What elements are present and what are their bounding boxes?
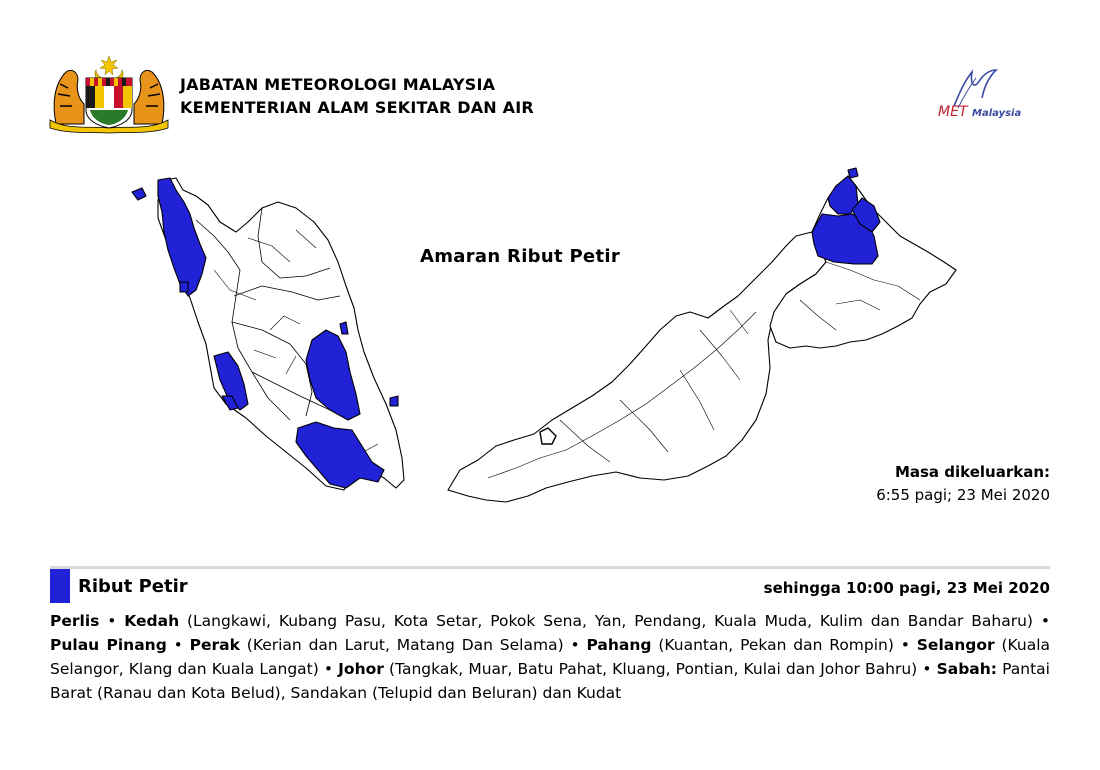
legend-label: Ribut Petir — [78, 576, 188, 597]
langkawi-island — [132, 188, 146, 200]
met-logo-sub: Malaysia — [972, 108, 1022, 119]
valid-until: sehingga 10:00 pagi, 23 Mei 2020 — [763, 579, 1050, 597]
area-districts: (Tangkak, Muar, Batu Pahat, Kluang, Pontian, Kulai dan Johor Bahru) — [383, 660, 918, 678]
legend-swatch — [50, 569, 70, 603]
org-line-2: KEMENTERIAN ALAM SEKITAR DAN AIR — [180, 98, 534, 117]
malaysia-coat-of-arms-icon — [48, 54, 170, 134]
affected-areas: Perlis • Kedah (Langkawi, Kubang Pasu, Kota Setar, Pokok Sena, Yan, Pendang, Kuala Muda, Kulim dan Bandar Baharu) • Pulau Pinang • Perak (Kerian dan Larut, Matang Dan Selama) • Pahang (Kuantan, Pekan dan Rompin) • Selangor (Kuala Selangor, Klang dan Kuala Langat) • Johor (Tangkak, Muar, Batu Pahat, Kluang, Pontian, Kulai dan Johor Bahru) • Sabah: Pantai Barat (Ranau dan Kota Belud), Sandakan (Telupid dan Beluran) dan Kudat — [50, 612, 1051, 702]
area-state: Pahang — [586, 636, 652, 654]
area-state: Johor — [338, 660, 384, 678]
issued-time: 6:55 pagi; 23 Mei 2020 — [876, 486, 1050, 504]
area-districts: Pantai Barat (Ranau dan Kota Belud), Sandakan (Telupid dan Beluran) dan Kudat — [50, 660, 1050, 702]
map-title: Amaran Ribut Petir — [420, 246, 620, 267]
org-line-1: JABATAN METEOROLOGI MALAYSIA — [180, 75, 496, 94]
area-state: Pulau Pinang — [50, 636, 167, 654]
sarawak — [448, 232, 826, 502]
area-districts: (Kuantan, Pekan dan Rompin) — [651, 636, 894, 654]
area-state: Perlis — [50, 612, 100, 630]
area-state: Perak — [189, 636, 240, 654]
issued-time-block — [876, 461, 1050, 507]
pulau-pinang — [180, 282, 188, 292]
area-districts: (Langkawi, Kubang Pasu, Kota Setar, Pokok Sena, Yan, Pendang, Kuala Muda, Kulim dan Bandar Baharu) — [179, 612, 1033, 630]
area-state: Selangor — [916, 636, 995, 654]
peninsular-malaysia — [158, 178, 404, 490]
issued-label: Masa dikeluarkan: — [894, 463, 1050, 481]
area-state: Kedah — [124, 612, 180, 630]
met-malaysia-logo — [930, 64, 1050, 124]
area-state: Sabah: — [936, 660, 998, 678]
organization-name — [180, 73, 534, 119]
area-districts: (Kerian dan Larut, Matang Dan Selama) — [239, 636, 564, 654]
area-districts: (Kuala Selangor, Klang dan Kuala Langat) — [50, 636, 1051, 678]
met-logo-text: MET — [938, 104, 968, 120]
divider — [50, 566, 1050, 569]
